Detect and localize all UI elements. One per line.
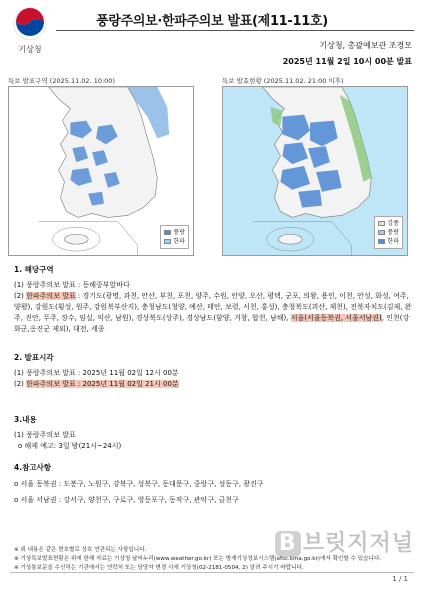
issuer: 기상청, 총괄예보관 조경모 xyxy=(319,41,412,50)
legend-swatch xyxy=(164,230,171,235)
legend-label: 한파 xyxy=(173,238,185,245)
item-number: (2) xyxy=(14,292,27,300)
highlight-seoul: 서울(서울동북권, 서울서남권) xyxy=(290,314,382,322)
legend-swatch xyxy=(378,239,385,244)
legend-item xyxy=(164,228,185,237)
section-issue-time xyxy=(14,352,412,390)
list-item: (1) 풍랑주의보 발표 xyxy=(14,431,76,439)
map-caption: 특보 발효현황 (2025.11.02. 21:00 이후) xyxy=(222,77,344,85)
item-number: (2) xyxy=(14,380,27,388)
footnote: ※ 기상통보문을 수신하는 기관에서는 연락처 또는 담당자 변경 시에 기상청(02-2181-0504, 2) 알려 주시기 바랍니다. xyxy=(14,565,304,571)
legend-swatch xyxy=(378,230,385,235)
legend-label: 한파 xyxy=(387,238,399,245)
legend-swatch xyxy=(378,221,385,226)
legend-label: 풍랑 xyxy=(387,229,399,236)
legend-label: 강풍 xyxy=(387,220,399,227)
legend-item xyxy=(378,228,399,237)
section-notes xyxy=(14,462,412,506)
warning-map xyxy=(222,86,408,256)
list-item xyxy=(14,291,412,335)
watermark-logo-icon: B xyxy=(275,531,301,557)
logo-text: 기상청 xyxy=(18,45,42,54)
list-item: (1) 풍랑주의보 발표 : 2025년 11월 02일 12시 00분 xyxy=(14,369,179,377)
section-affected-areas xyxy=(14,264,412,335)
list-item: o 서울 서남권 : 강서구, 양천구, 구로구, 영등포구, 동작구, 관악구, 금천구 xyxy=(14,496,239,504)
legend-label: 풍랑 xyxy=(173,229,185,236)
watermark-text: 브릿지저널 xyxy=(302,531,414,556)
title-divider xyxy=(56,30,414,31)
area-list: : 경기도(광명, 과천, 안산, 부천, 포천, 양주, 수원, 안양, 오산, 평택, 군포, 의왕, 용인, 이천, 안성, 화성, 여주, 양평), 강원도(횡성, 원주, 강원북부산지), 충청남도(청양, 예산, 태안, 보령, 서천, 홍성), 충청북도(괴산, 제천), 전북자치도(김제, 완주, 진안, 무주, 장수, 임실, 익산, 남원), 경상북도(상주), 경상남도(함양, 거창, 합천, 남해), xyxy=(14,292,412,322)
section-heading: 1. 해당구역 xyxy=(14,265,54,274)
legend-item xyxy=(378,219,399,228)
map-legend xyxy=(160,225,189,249)
footer-divider xyxy=(10,572,414,573)
list-item: o 서울 동북권 : 도봉구, 노원구, 강북구, 성북구, 동대문구, 중랑구, 성동구, 광진구 xyxy=(14,480,264,488)
map-caption: 특보 발표구역 (2025.11.02. 10:00) xyxy=(8,77,115,85)
area-list-tail: , 인천(강화군,옹진군 제외), 대전, 세종 xyxy=(14,314,410,333)
jeju-island xyxy=(64,234,88,244)
document-title: 풍랑주의보·한파주의보 발표(제11-11호) xyxy=(96,14,328,29)
cold-area xyxy=(298,190,322,208)
list-item: o 해제 예고: 3일 밤(21시~24시) xyxy=(18,442,122,450)
jeju-island xyxy=(278,234,302,244)
list-item: (1) 풍랑주의보 발표 : 동해중부앞바다 xyxy=(14,281,130,289)
legend-item xyxy=(164,237,185,246)
highlight-label: 한파주의보 발표 xyxy=(26,292,76,300)
legend-swatch xyxy=(164,239,171,244)
list-item xyxy=(14,379,412,390)
page-number: 1 / 1 xyxy=(392,575,408,583)
footnote: ※ 기상특보발표현황은 위에 한해 자료는 기상청 날씨누리(www.weather.go.kr) 또는 방재기상정보시스템(afsc.kma.go.kr)에서 확인할 수 있습니다. xyxy=(14,556,382,562)
section-heading: 4.참고사항 xyxy=(14,463,52,472)
legend-item xyxy=(378,237,399,246)
highlight-time: 한파주의보 발표 : 2025년 11월 02일 21시 00분 xyxy=(26,380,179,388)
map-legend xyxy=(374,216,403,249)
section-heading: 2. 발표시각 xyxy=(14,353,54,362)
map-panel-issued xyxy=(8,76,198,258)
warning-map xyxy=(8,86,194,256)
footnotes xyxy=(14,546,412,573)
map-panel-current xyxy=(222,76,412,258)
issue-time: 2025년 11월 2일 10시 00분 발표 xyxy=(282,57,412,66)
section-content xyxy=(14,414,412,452)
section-heading: 3.내용 xyxy=(14,415,37,424)
footnote: ※ 위 내용은 같은 번호별로 상호 연관되는 사항입니다. xyxy=(14,547,147,553)
